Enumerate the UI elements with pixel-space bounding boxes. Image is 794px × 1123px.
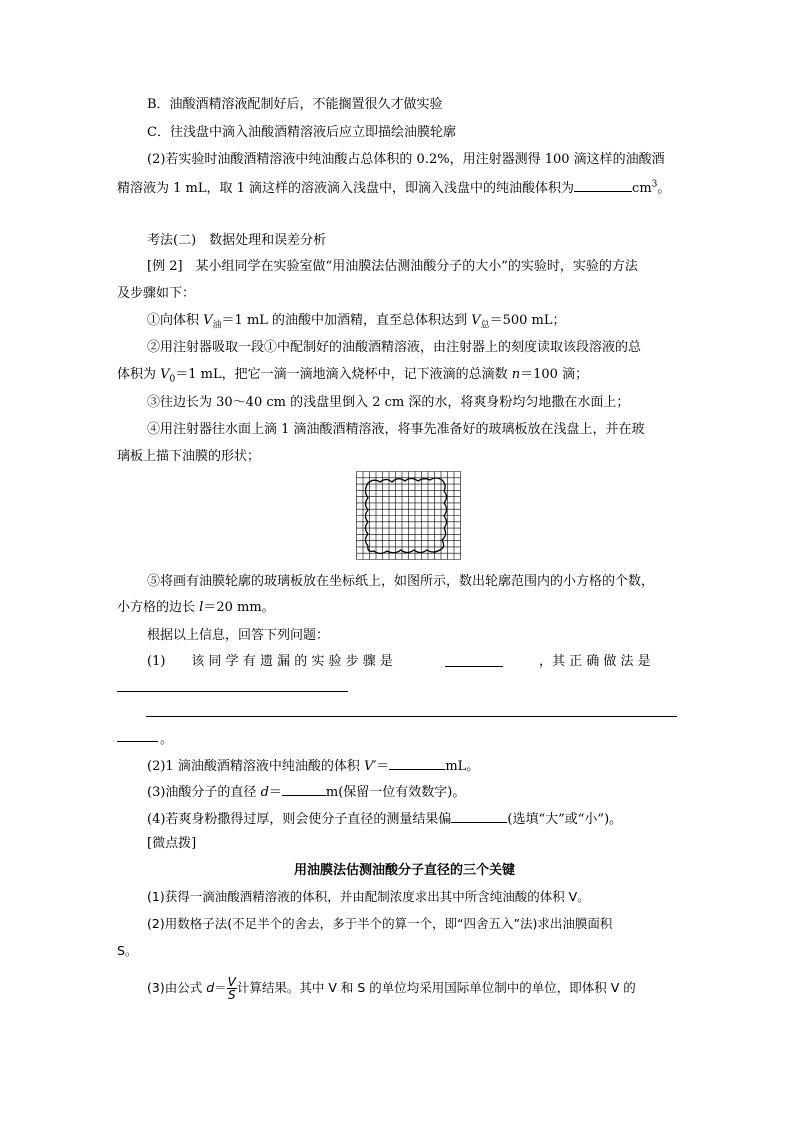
question-3: (3)油酸分子的直径 d＝ m(保留一位有效数字)。 [147,782,465,802]
answer-blank[interactable] [574,178,632,192]
tips-item-3: (3)由公式 d＝ $\frac{V}{S}$ 计算结果。其中 V 和 S 的单位均采用国际单位制中的单位，即体积 V 的 [147,975,636,1002]
answer-blank-q3[interactable] [282,782,326,796]
step5-line2: 小方格的边长 l＝20 mm。 [117,600,275,615]
tips-item-2-line2: S。 [117,943,138,958]
formula-fraction: $\frac{V}{S}$ [227,975,236,1002]
example-line2: 及步骤如下： [117,286,196,301]
step1: ①向体积 $V_油=1$ mL 的油酸中加酒精，直至总体积达到 $V_总=500$ mL； [147,313,566,331]
option-b: B．油酸酒精溶液配制好后，不能搁置很久才做实验 [147,97,443,112]
oil-film-grid-figure [356,471,461,560]
step4-line2: 璃板上描下油膜的形状； [117,449,261,464]
section-heading: 考法(二) 数据处理和误差分析 [147,233,327,248]
question-1-end: 。 [160,732,174,747]
answer-line-3[interactable] [117,741,158,742]
tips-item-2-line1: (2)用数格子法(不足半个的舍去，多于半个的算一个，即“四舍五入”法)求出油膜面积 [147,916,613,931]
example-line1: [例 2] 某小组同学在实验室做“用油膜法估测油酸分子的大小”的实验时，实验的方法 [147,259,638,274]
step4-line1: ④用注射器往水面上滴 1 滴油酸酒精溶液，将事先准备好的玻璃板放在浅盘上，并在玻 [147,422,645,437]
answer-blank-q2[interactable] [389,756,445,770]
question-1: (1) 该 同 学 有 遗 漏 的 实 验 步 骤 是 [147,654,393,669]
step2-line2: 体积为 $V_0=1$ mL，把它一滴一滴地滴入烧杯中，记下液滴的总滴数 n＝100 滴； [117,367,589,385]
tips-label: [微点拨] [147,836,197,851]
answer-line-1[interactable] [117,691,348,692]
question-1-tail: ，其 正 确 做 法 是 [539,654,651,669]
answer-blank-q1-step[interactable] [445,653,503,667]
question-2: (2)1 滴油酸酒精溶液中纯油酸的体积 V′＝ mL。 [147,756,479,776]
answer-line-2[interactable] [146,716,677,717]
q2-prev-line1: (2)若实验时油酸酒精溶液中纯油酸占总体积的 0.2%，用注射器测得 100 滴这样的油酸酒 [147,152,665,167]
step3: ③往边长为 30～40 cm 的浅盘里倒入 2 cm 深的水，将爽身粉均匀地撒在水面上； [147,395,630,410]
option-c: C．往浅盘中滴入油酸酒精溶液后应立即描绘油膜轮廓 [147,125,456,140]
tips-title: 用油膜法估测油酸分子直径的三个关键 [294,863,516,878]
step2-line1: ②用注射器吸取一段①中配制好的油酸酒精溶液，由注射器上的刻度读取该段溶液的总 [147,340,642,355]
tips-item-1: (1)获得一滴油酸酒精溶液的体积，并由配制浓度求出其中所含纯油酸的体积 V。 [147,889,590,904]
question-4: (4)若爽身粉撒得过厚，则会使分子直径的测量结果偏 (选填“大”或“小”)。 [147,809,622,829]
step5-line1: ⑤将画有油膜轮廓的玻璃板放在坐标纸上，如图所示，数出轮廓范围内的小方格的个数， [147,574,655,589]
answer-prompt: 根据以上信息，回答下列问题： [147,628,330,643]
answer-blank-q4[interactable] [451,809,507,823]
q2-prev-line2: 精溶液为 1 mL，取 1 滴这样的溶液滴入浅盘中，即滴入浅盘中的纯油酸体积为 $cm^3$。 [117,179,671,196]
